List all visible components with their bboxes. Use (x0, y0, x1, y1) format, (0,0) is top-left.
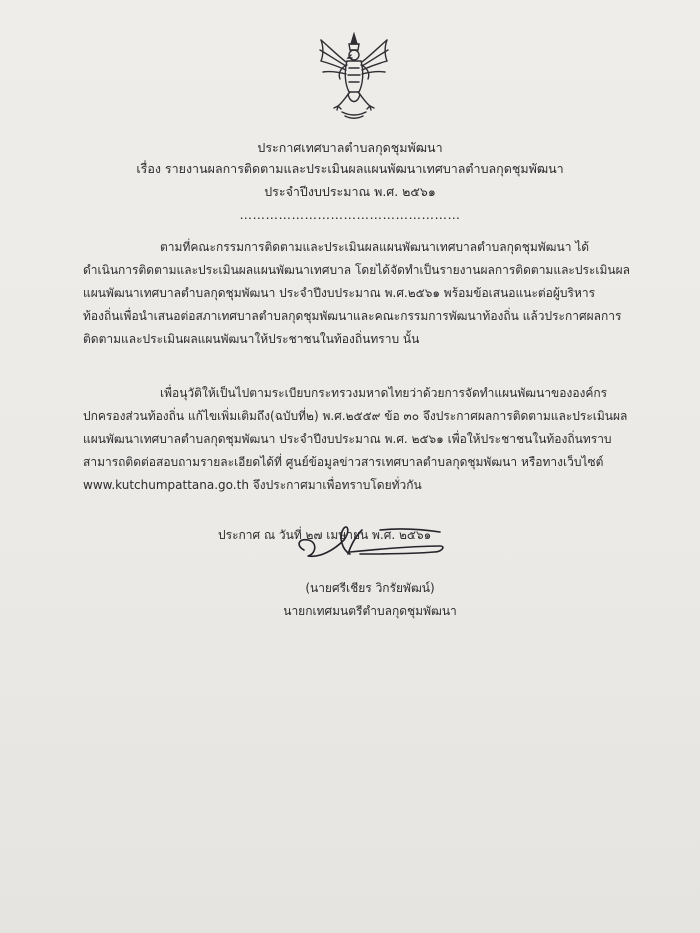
announcement-org-title: ประกาศเทศบาลตำบลกุดชุมพัฒนา (257, 140, 443, 155)
dotted-separator: …………………………………………… (239, 207, 461, 222)
paragraph2-line: ปกครองส่วนท้องถิ่น แก้ไขเพิ่มเติมถึง(ฉบับที่๒) พ.ศ.๒๕๕๙ ข้อ ๓๐ จึงประกาศผลการติดตามและประเมินผล (83, 409, 628, 423)
paragraph2-line: สามารถติดต่อสอบถามรายละเอียดได้ที่ ศูนย์ข้อมูลข่าวสารเทศบาลตำบลกุดชุมพัฒนา หรือทางเว็บไซต์ (83, 455, 604, 469)
paragraph1-line: ดำเนินการติดตามและประเมินผลแผนพัฒนาเทศบาล โดยได้จัดทำเป็นรายงานผลการติดตามและประเมินผล (83, 263, 630, 277)
fiscal-year-line: ประจำปีงบประมาณ พ.ศ. ๒๕๖๑ (264, 184, 436, 199)
announcement-date: ประกาศ ณ วันที่ ๒๗ เมษายน พ.ศ. ๒๕๖๑ (218, 528, 432, 542)
announcement-subject: เรื่อง รายงานผลการติดตามและประเมินผลแผนพัฒนาเทศบาลตำบลกุดชุมพัฒนา (136, 161, 564, 176)
paragraph2-line: www.kutchumpattana.go.th จึงประกาศมาเพื่อทราบโดยทั่วกัน (83, 478, 422, 492)
paragraph2-line: แผนพัฒนาเทศบาลตำบลกุดชุมพัฒนา ประจำปีงบประมาณ พ.ศ. ๒๕๖๑ เพื่อให้ประชาชนในท้องถิ่นทราบ (83, 432, 612, 446)
paragraph1-line: ท้องถิ่นเพื่อนำเสนอต่อสภาเทศบาลตำบลกุดชุมพัฒนาและคณะกรรมการพัฒนาท้องถิ่น แล้วประกาศผลการ (83, 309, 622, 323)
garuda-emblem-icon (318, 32, 390, 120)
paragraph1-line: ติดตามและประเมินผลแผนพัฒนาให้ประชาชนในท้องถิ่นทราบ นั้น (83, 332, 420, 346)
paragraph1-line: แผนพัฒนาเทศบาลตำบลกุดชุมพัฒนา ประจำปีงบประมาณ พ.ศ.๒๕๖๑ พร้อมข้อเสนอแนะต่อผู้บริหาร (83, 286, 596, 300)
paragraph1-line: ตามที่คณะกรรมการติดตามและประเมินผลแผนพัฒนาเทศบาลตำบลกุดชุมพัฒนา ได้ (160, 240, 590, 254)
signer-name: (นายศรีเชียร วิกรัยพัฒน์) (305, 581, 435, 595)
signer-position: นายกเทศมนตรีตำบลกุดชุมพัฒนา (283, 604, 457, 618)
paragraph2-line: เพื่อนุวัติให้เป็นไปตามระเบียบกระทรวงมหาดไทยว่าด้วยการจัดทำแผนพัฒนาขององค์กร (160, 386, 608, 400)
handwritten-signature (290, 510, 450, 566)
